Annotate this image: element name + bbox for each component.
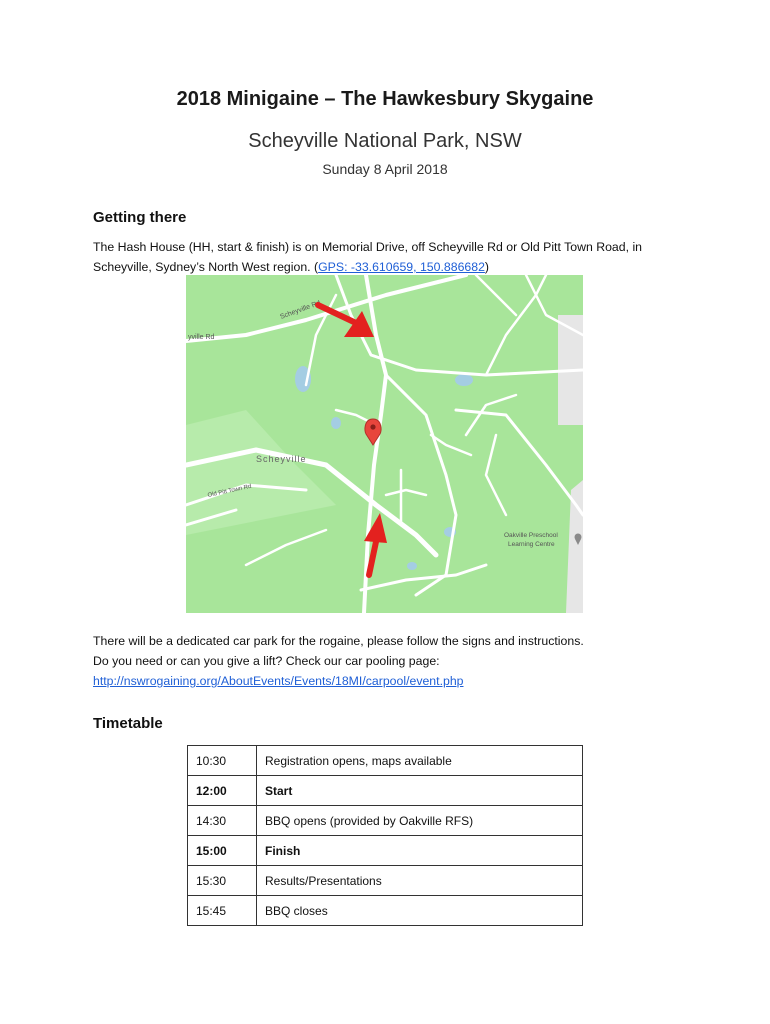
map-label-scheyville-rd-upper: Scheyville Rd <box>279 299 322 321</box>
gps-link[interactable]: GPS: -33.610659, 150.886682 <box>318 260 485 274</box>
timetable-event: Finish <box>257 836 583 866</box>
getting-there-heading: Getting there <box>93 209 187 226</box>
timetable-event: BBQ opens (provided by Oakville RFS) <box>257 806 583 836</box>
timetable-table <box>187 745 583 926</box>
directions-text: The Hash House (HH, start & finish) is on Memorial Drive, off Scheyville Rd or Old Pitt Town Road, in Scheyville, Sydney’s North West region. ( <box>93 240 643 274</box>
table-row <box>188 776 583 806</box>
table-row <box>188 746 583 776</box>
timetable-time: 12:00 <box>188 776 257 806</box>
directions-paragraph <box>93 237 693 277</box>
map-water-3 <box>455 374 473 386</box>
map-label-old-pitt-town-rd: Old Pitt Town Rd <box>207 483 253 499</box>
map-label-preschool-line2: Learning Centre <box>508 541 555 548</box>
map-water-2 <box>331 417 341 429</box>
location-map <box>186 275 583 613</box>
page-subtitle: Scheyville National Park, NSW <box>248 130 522 152</box>
carpark-text: There will be a dedicated car park for the rogaine, please follow the signs and instructions. <box>93 634 584 648</box>
timetable-time: 10:30 <box>188 746 257 776</box>
map-label-scheyville-rd-left: yville Rd <box>188 334 215 341</box>
map-water-5 <box>407 562 417 570</box>
timetable-event: Start <box>257 776 583 806</box>
timetable-event: Registration opens, maps available <box>257 746 583 776</box>
table-row <box>188 896 583 926</box>
table-row <box>188 836 583 866</box>
carpool-link-line <box>93 671 693 691</box>
timetable-heading: Timetable <box>93 715 163 732</box>
timetable-time: 15:30 <box>188 866 257 896</box>
timetable-event: Results/Presentations <box>257 866 583 896</box>
carpool-link[interactable]: http://nswrogaining.org/AboutEvents/Events/18MI/carpool/event.php <box>93 674 464 688</box>
table-row <box>188 866 583 896</box>
table-row <box>188 806 583 836</box>
timetable-event: BBQ closes <box>257 896 583 926</box>
timetable-time: 15:00 <box>188 836 257 866</box>
timetable-time: 14:30 <box>188 806 257 836</box>
timetable-time: 15:45 <box>188 896 257 926</box>
page-title: 2018 Minigaine – The Hawkesbury Skygaine <box>176 88 594 110</box>
event-date: Sunday 8 April 2018 <box>322 161 448 177</box>
carpool-text: Do you need or can you give a lift? Check our car pooling page: <box>93 654 440 668</box>
directions-close: ) <box>484 260 490 274</box>
map-label-suburb: Scheyville <box>256 454 307 464</box>
map-label-preschool-line1: Oakville Preschool <box>504 532 558 539</box>
